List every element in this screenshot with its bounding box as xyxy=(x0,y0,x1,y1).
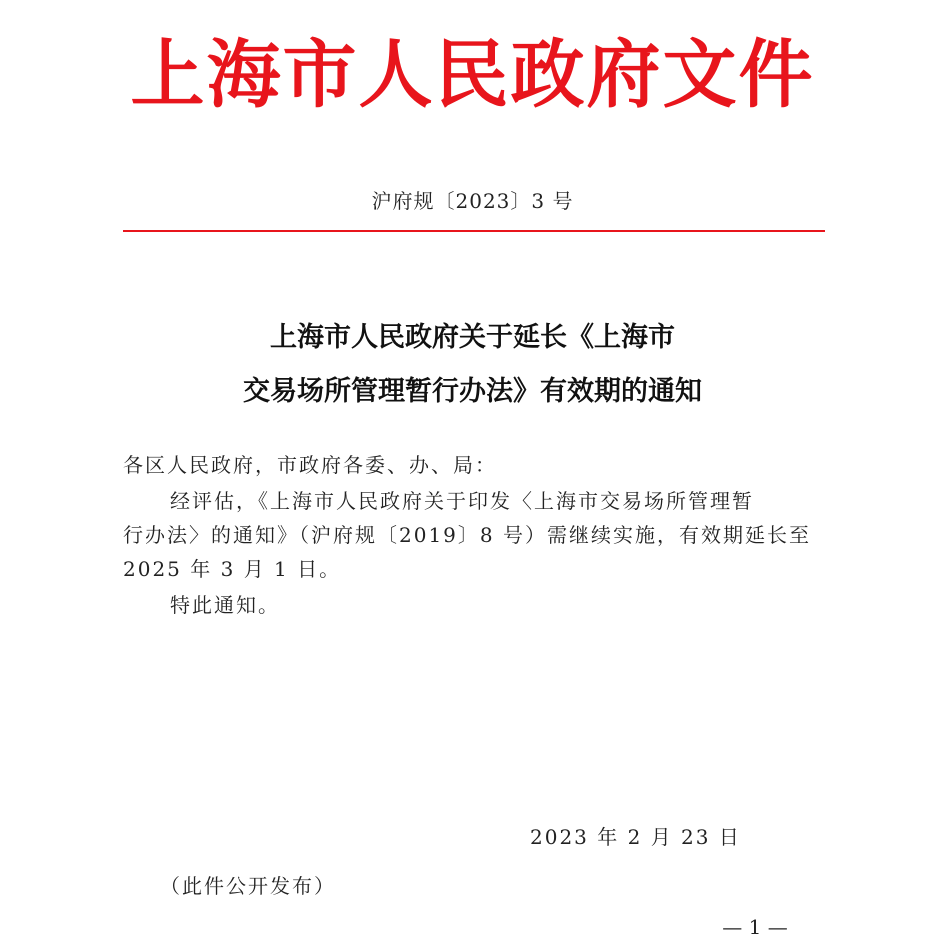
red-divider-line xyxy=(123,230,825,232)
document-number: 沪府规〔2023〕3 号 xyxy=(371,189,574,213)
issue-date: 2023 年 2 月 23 日 xyxy=(530,825,741,849)
closing-line: 特此通知。 xyxy=(170,593,280,617)
page-number: — 1 — xyxy=(722,915,788,939)
document-title-line-1: 上海市人民政府关于延长《上海市 xyxy=(270,322,675,353)
issuer-title: 上海市人民政府文件 xyxy=(130,32,815,118)
body-paragraph-line-2: 行办法〉的通知》（沪府规〔2019〕8 号）需继续实施，有效期延长至 xyxy=(123,523,811,547)
document-title-line-2: 交易场所管理暂行办法》有效期的通知 xyxy=(243,376,702,407)
salutation: 各区人民政府，市政府各委、办、局： xyxy=(123,453,497,477)
publication-note: （此件公开发布） xyxy=(160,874,336,898)
body-paragraph-line-3: 2025 年 3 月 1 日。 xyxy=(123,557,342,581)
body-paragraph-line-1: 经评估，《上海市人民政府关于印发〈上海市交易场所管理暂 xyxy=(170,489,754,513)
